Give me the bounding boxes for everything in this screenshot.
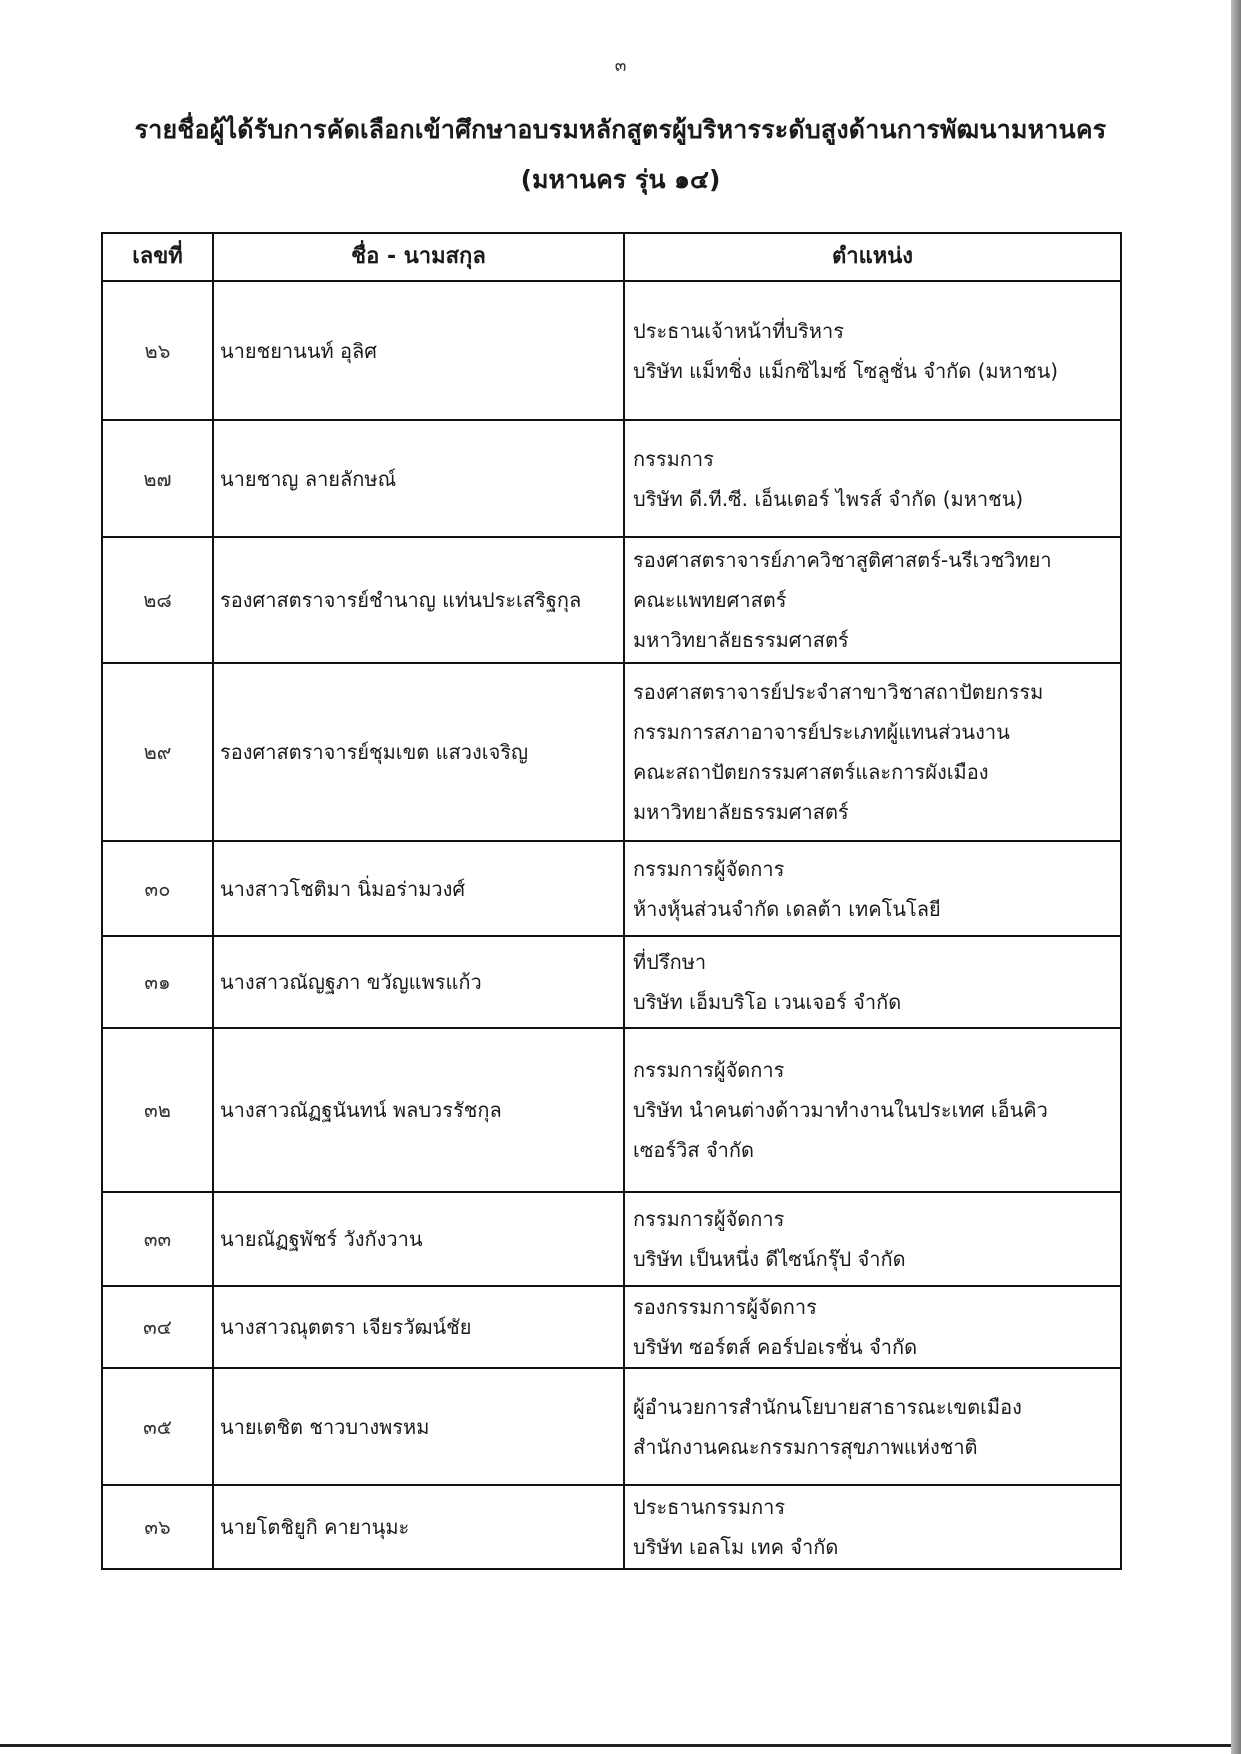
position-line: กรรมการสภาอาจารย์ประเภทผู้แทนส่วนงาน: [633, 720, 1010, 744]
table-row: [102, 663, 1121, 841]
row-number: ๓๖: [102, 1485, 213, 1569]
row-position: [624, 1485, 1121, 1569]
table-row: [102, 1028, 1121, 1192]
position-line: มหาวิทยาลัยธรรมศาสตร์: [633, 628, 849, 652]
table-row: [102, 537, 1121, 663]
table-row: [102, 841, 1121, 936]
row-name: รองศาสตราจารย์ชุมเขต แสวงเจริญ: [213, 663, 624, 841]
scan-edge-right: [1231, 0, 1241, 1754]
position-line: บริษัท นำคนต่างด้าวมาทำงานในประเทศ เอ็นคิว: [633, 1098, 1048, 1122]
row-position: [624, 420, 1121, 537]
table-row: [102, 1485, 1121, 1569]
row-name: นายเตชิต ชาวบางพรหม: [213, 1368, 624, 1485]
row-name: นายโตชิยูกิ คายานุมะ: [213, 1485, 624, 1569]
header-number: เลขที่: [102, 233, 213, 281]
position-line: ประธานเจ้าหน้าที่บริหาร: [633, 318, 844, 343]
table-row: [102, 281, 1121, 420]
row-position: [624, 281, 1121, 420]
position-line: คณะแพทยศาสตร์: [633, 588, 787, 612]
page-number: ๓: [614, 56, 627, 76]
document-title: รายชื่อผู้ได้รับการคัดเลือกเข้าศึกษาอบรมหลักสูตรผู้บริหารระดับสูงด้านการพัฒนามหานคร: [134, 115, 1107, 144]
position-line: บริษัท เป็นหนึ่ง ดีไซน์กรุ๊ป จำกัด: [633, 1247, 906, 1271]
row-number: ๒๗: [102, 420, 213, 537]
row-number: ๓๕: [102, 1368, 213, 1485]
row-number: ๒๙: [102, 663, 213, 841]
roster-table: [101, 232, 1122, 1570]
table-row: [102, 936, 1121, 1028]
table-body: [102, 281, 1121, 1569]
position-line: กรรมการผู้จัดการ: [633, 1207, 785, 1231]
position-line: รองกรรมการผู้จัดการ: [633, 1295, 817, 1319]
position-line: ประธานกรรมการ: [633, 1495, 786, 1519]
position-line: กรรมการผู้จัดการ: [633, 1058, 785, 1082]
position-line: บริษัท ดี.ที.ซี. เอ็นเตอร์ ไพรส์ จำกัด (มหาชน): [633, 486, 1024, 511]
table-header-row: [102, 233, 1121, 281]
row-position: [624, 1192, 1121, 1286]
row-number: ๓๐: [102, 841, 213, 936]
header-name: ชื่อ - นามสกุล: [213, 233, 624, 281]
position-line: บริษัท เอ็มบริโอ เวนเจอร์ จำกัด: [633, 990, 902, 1014]
row-number: ๓๔: [102, 1286, 213, 1368]
row-position: [624, 841, 1121, 936]
position-line: บริษัท แม็ทชิ่ง แม็กซิไมซ์ โซลูชั่น จำกัด (มหาชน): [633, 358, 1059, 383]
position-line: สำนักงานคณะกรรมการสุขภาพแห่งชาติ: [633, 1434, 978, 1459]
position-line: เซอร์วิส จำกัด: [633, 1138, 755, 1162]
position-line: มหาวิทยาลัยธรรมศาสตร์: [633, 800, 849, 824]
row-name: นางสาวณัฏฐนันทน์ พลบวรรัชกุล: [213, 1028, 624, 1192]
row-position: [624, 936, 1121, 1028]
row-position: [624, 663, 1121, 841]
row-number: ๓๓: [102, 1192, 213, 1286]
row-name: นางสาวณุตตรา เจียรวัฒน์ชัย: [213, 1286, 624, 1368]
table-row: [102, 420, 1121, 537]
table-row: [102, 1192, 1121, 1286]
position-line: ที่ปรึกษา: [633, 950, 707, 974]
position-line: ผู้อำนวยการสำนักนโยบายสาธารณะเขตเมือง: [633, 1394, 1022, 1419]
row-name: นายชาญ ลายลักษณ์: [213, 420, 624, 537]
position-line: กรรมการผู้จัดการ: [633, 856, 785, 881]
position-line: บริษัท ซอร์ตส์ คอร์ปอเรชั่น จำกัด: [633, 1335, 918, 1359]
row-name: นายชยานนท์ อุลิศ: [213, 281, 624, 420]
scan-edge-bottom: [0, 1744, 1231, 1747]
row-number: ๓๑: [102, 936, 213, 1028]
row-position: [624, 1368, 1121, 1485]
row-position: [624, 1286, 1121, 1368]
table-row: [102, 1368, 1121, 1485]
position-line: กรรมการ: [633, 446, 714, 471]
position-line: บริษัท เอลโม เทค จำกัด: [633, 1535, 839, 1559]
position-line: คณะสถาปัตยกรรมศาสตร์และการผังเมือง: [633, 760, 989, 784]
row-name: นางสาวโชติมา นิ่มอร่ามวงศ์: [213, 841, 624, 936]
row-number: ๒๘: [102, 537, 213, 663]
row-number: ๒๖: [102, 281, 213, 420]
document-subtitle: (มหานคร รุ่น ๑๔): [520, 165, 721, 194]
row-number: ๓๒: [102, 1028, 213, 1192]
row-position: [624, 537, 1121, 663]
row-position: [624, 1028, 1121, 1192]
row-name: รองศาสตราจารย์ชำนาญ แท่นประเสริฐกุล: [213, 537, 624, 663]
position-line: ห้างหุ้นส่วนจำกัด เดลต้า เทคโนโลยี: [633, 896, 941, 921]
position-line: รองศาสตราจารย์ภาควิชาสูติศาสตร์-นรีเวชวิทยา: [633, 548, 1052, 572]
row-name: นางสาวณัญฐภา ขวัญแพรแก้ว: [213, 936, 624, 1028]
position-line: รองศาสตราจารย์ประจำสาขาวิชาสถาปัตยกรรม: [633, 680, 1044, 704]
row-name: นายณัฏฐพัชร์ วังกังวาน: [213, 1192, 624, 1286]
table-row: [102, 1286, 1121, 1368]
header-position: ตำแหน่ง: [624, 233, 1121, 281]
